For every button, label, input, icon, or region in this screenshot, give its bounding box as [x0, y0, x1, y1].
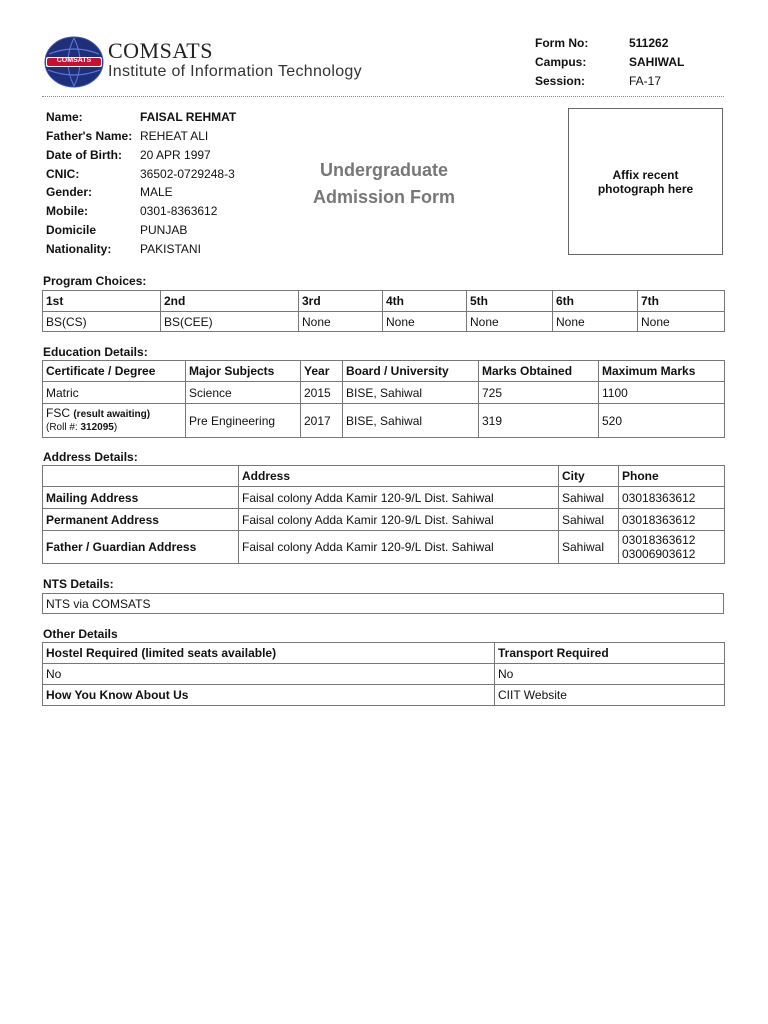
table-cell: NTS via COMSATS	[43, 594, 724, 614]
mobile-value: 0301-8363612	[140, 204, 218, 218]
table-header-cell: 2nd	[161, 291, 299, 312]
domicile-value: PUNJAB	[140, 223, 188, 237]
mobile-label: Mobile:	[46, 204, 88, 218]
table-cell: Sahiwal	[559, 487, 619, 509]
name-label: Name:	[46, 110, 83, 124]
photo-placeholder-text: Affix recent photograph here	[597, 167, 694, 196]
table-cell: Matric	[43, 382, 186, 404]
table-header-cell: 1st	[43, 291, 161, 312]
address-type-cell: Father / Guardian Address	[43, 531, 239, 564]
table-cell: None	[553, 312, 638, 332]
form-no-value: 511262	[629, 36, 669, 50]
logo-subtitle: Institute of Information Technology	[108, 63, 362, 80]
education-table	[42, 360, 725, 438]
cnic-label: CNIC:	[46, 167, 80, 181]
table-cell: 520	[599, 404, 725, 438]
table-cell: None	[299, 312, 383, 332]
roll-number: 312095	[80, 422, 114, 433]
table-cell: None	[467, 312, 553, 332]
table-header-cell: 6th	[553, 291, 638, 312]
table-header-cell: 4th	[383, 291, 467, 312]
table-cell: 319	[479, 404, 599, 438]
table-header-cell	[43, 466, 239, 487]
table-header-cell: Address	[239, 466, 559, 487]
table-header-row	[43, 361, 725, 382]
table-header-row	[43, 643, 725, 664]
institute-logo	[42, 33, 382, 91]
header-divider	[42, 96, 724, 97]
table-cell: BS(CEE)	[161, 312, 299, 332]
domicile-label: Domicile	[46, 223, 97, 237]
table-header-cell: Board / University	[343, 361, 479, 382]
program-choices-table	[42, 290, 725, 332]
table-cell: Pre Engineering	[186, 404, 301, 438]
form-title-line2: Admission Form	[312, 187, 455, 207]
table-cell: 03018363612	[619, 509, 725, 531]
table-row	[43, 312, 725, 332]
table-header-cell: City	[559, 466, 619, 487]
campus-label: Campus:	[535, 55, 587, 69]
table-cell: 03018363612	[619, 487, 725, 509]
table-cell: No	[495, 664, 725, 685]
cnic-value: 36502-0729248-3	[140, 167, 235, 181]
table-header-cell: How You Know About Us	[43, 685, 495, 706]
table-header-cell: Phone	[619, 466, 725, 487]
table-cell	[43, 404, 186, 438]
gender-value: MALE	[140, 185, 173, 199]
table-header-cell: Marks Obtained	[479, 361, 599, 382]
form-title	[282, 157, 486, 211]
address-type-cell: Permanent Address	[43, 509, 239, 531]
table-cell: 2017	[301, 404, 343, 438]
roll-close: )	[113, 422, 118, 433]
name-value: FAISAL REHMAT	[140, 110, 237, 124]
table-cell: CIIT Website	[495, 685, 725, 706]
nts-table	[42, 593, 724, 614]
program-choices-title: Program Choices:	[43, 274, 147, 288]
photo-placeholder	[568, 108, 723, 255]
logo-title: COMSATS	[108, 38, 213, 63]
table-row	[43, 664, 725, 685]
table-row	[43, 487, 725, 509]
roll-label: (Roll #:	[46, 422, 78, 433]
result-awaiting-note: (result awaiting)	[73, 409, 151, 420]
table-cell: BS(CS)	[43, 312, 161, 332]
table-header-cell: Major Subjects	[186, 361, 301, 382]
dob-label: Date of Birth:	[46, 148, 122, 162]
address-type-cell: Mailing Address	[43, 487, 239, 509]
table-header-cell: Hostel Required (limited seats available)	[43, 643, 495, 664]
table-cell: Sahiwal	[559, 509, 619, 531]
table-cell: No	[43, 664, 495, 685]
logo-badge-text: COMSATS	[56, 57, 92, 64]
table-cell: 1100	[599, 382, 725, 404]
table-row	[43, 509, 725, 531]
table-cell: Faisal colony Adda Kamir 120-9/L Dist. Sahiwal	[239, 509, 559, 531]
table-cell: None	[383, 312, 467, 332]
other-details-table	[42, 642, 725, 706]
table-header-cell: Certificate / Degree	[43, 361, 186, 382]
dob-value: 20 APR 1997	[140, 148, 211, 162]
table-header-row	[43, 466, 725, 487]
table-cell: Faisal colony Adda Kamir 120-9/L Dist. Sahiwal	[239, 487, 559, 509]
table-header-cell: 5th	[467, 291, 553, 312]
form-no-label: Form No:	[535, 36, 589, 50]
table-header-cell: 7th	[638, 291, 725, 312]
phone-primary: 03018363612	[622, 533, 696, 547]
education-details-title: Education Details:	[43, 345, 148, 359]
table-header-cell: 3rd	[299, 291, 383, 312]
address-table	[42, 465, 725, 564]
table-row	[43, 594, 724, 614]
table-row	[43, 685, 725, 706]
table-header-cell: Maximum Marks	[599, 361, 725, 382]
table-row	[43, 404, 725, 438]
nationality-label: Nationality:	[46, 242, 112, 256]
gender-label: Gender:	[46, 185, 93, 199]
table-cell: None	[638, 312, 725, 332]
father-name-value: REHEAT ALI	[140, 129, 209, 143]
table-row	[43, 531, 725, 564]
address-details-title: Address Details:	[43, 450, 138, 464]
table-cell: BISE, Sahiwal	[343, 382, 479, 404]
nts-details-title: NTS Details:	[43, 577, 114, 591]
cert-name: FSC	[46, 406, 70, 420]
campus-value: SAHIWAL	[629, 55, 685, 69]
session-label: Session:	[535, 74, 586, 88]
table-cell: Faisal colony Adda Kamir 120-9/L Dist. Sahiwal	[239, 531, 559, 564]
table-row	[43, 382, 725, 404]
nationality-value: PAKISTANI	[140, 242, 201, 256]
phone-secondary: 03006903612	[622, 547, 696, 561]
table-header-cell: Year	[301, 361, 343, 382]
table-header-cell: Transport Required	[495, 643, 725, 664]
table-cell: 725	[479, 382, 599, 404]
form-title-line1: Undergraduate	[319, 160, 449, 180]
table-cell	[619, 531, 725, 564]
table-cell: 2015	[301, 382, 343, 404]
session-value: FA-17	[629, 74, 662, 88]
other-details-title: Other Details	[43, 627, 118, 641]
father-name-label: Father's Name:	[46, 129, 133, 143]
table-cell: BISE, Sahiwal	[343, 404, 479, 438]
table-cell: Science	[186, 382, 301, 404]
table-cell: Sahiwal	[559, 531, 619, 564]
table-header-row	[43, 291, 725, 312]
